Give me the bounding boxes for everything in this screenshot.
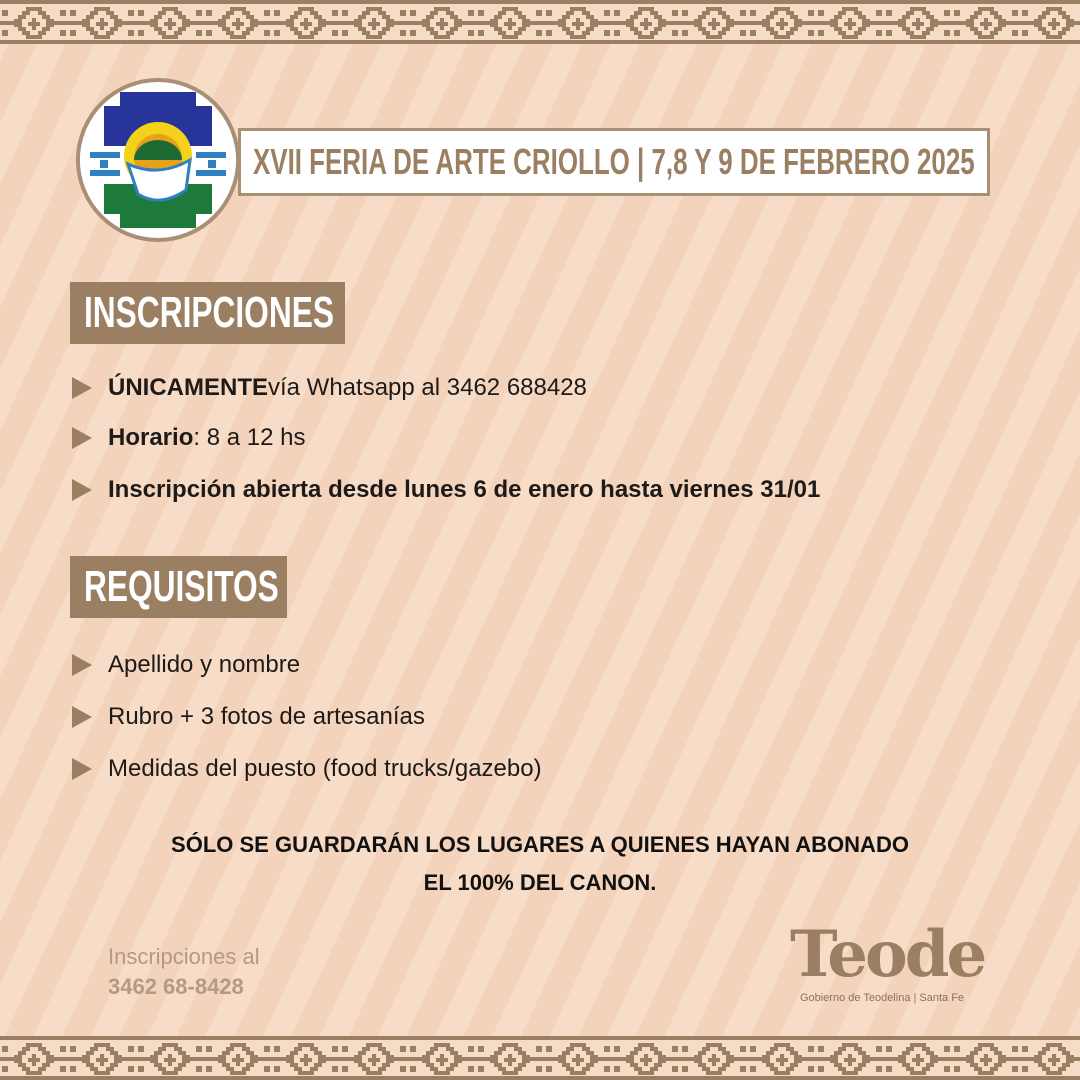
bullet-triangle-icon: [72, 654, 92, 676]
item-text: vía Whatsapp al 3462 688428: [268, 374, 587, 401]
teode-brand-logo: [790, 917, 985, 1004]
bullet-triangle-icon: [72, 377, 92, 399]
footer-contact: [108, 942, 260, 1002]
notice-line: EL 100% DEL CANON.: [423, 870, 657, 895]
footer-phone: 3462 68-8428: [108, 974, 244, 999]
item-bold: Horario: [108, 424, 194, 451]
event-title-banner: [238, 128, 990, 196]
requisitos-heading-text: REQUISITOS: [84, 562, 279, 611]
inscripciones-heading-text: INSCRIPCIONES: [84, 288, 334, 337]
bullet-triangle-icon: [72, 706, 92, 728]
item-text: Medidas del puesto (food trucks/gazebo): [108, 755, 542, 782]
bottom-decorative-border: [0, 1036, 1080, 1080]
event-title: XVII FERIA DE ARTE CRIOLLO | 7,8 Y 9 DE FEBRERO 2025: [253, 141, 975, 182]
list-item: [72, 703, 425, 731]
list-item: [72, 374, 587, 402]
bullet-triangle-icon: [72, 427, 92, 449]
list-item: [72, 424, 305, 452]
bullet-triangle-icon: [72, 758, 92, 780]
item-bold: Inscripción abierta desde lunes 6 de enero hasta viernes 31/01: [108, 476, 821, 503]
list-item: [72, 476, 820, 504]
item-text: Rubro + 3 fotos de artesanías: [108, 703, 425, 730]
list-item: [72, 651, 300, 679]
inscripciones-heading: [70, 282, 345, 344]
bullet-triangle-icon: [72, 479, 92, 501]
requisitos-heading: [70, 556, 287, 618]
payment-notice: [0, 826, 1080, 902]
brand-name: Teode: [790, 917, 985, 992]
list-item: [72, 755, 542, 783]
top-decorative-border: [0, 0, 1080, 44]
footer-label: Inscripciones al: [108, 944, 260, 969]
feria-logo: [76, 78, 240, 242]
notice-line: SÓLO SE GUARDARÁN LOS LUGARES A QUIENES HAYAN ABONADO: [171, 832, 909, 857]
item-text: : 8 a 12 hs: [193, 424, 306, 451]
item-bold: ÚNICAMENTE: [108, 374, 268, 401]
brand-subtitle: Gobierno de Teodelina | Santa Fe: [799, 992, 965, 1004]
item-text: Apellido y nombre: [108, 651, 301, 678]
